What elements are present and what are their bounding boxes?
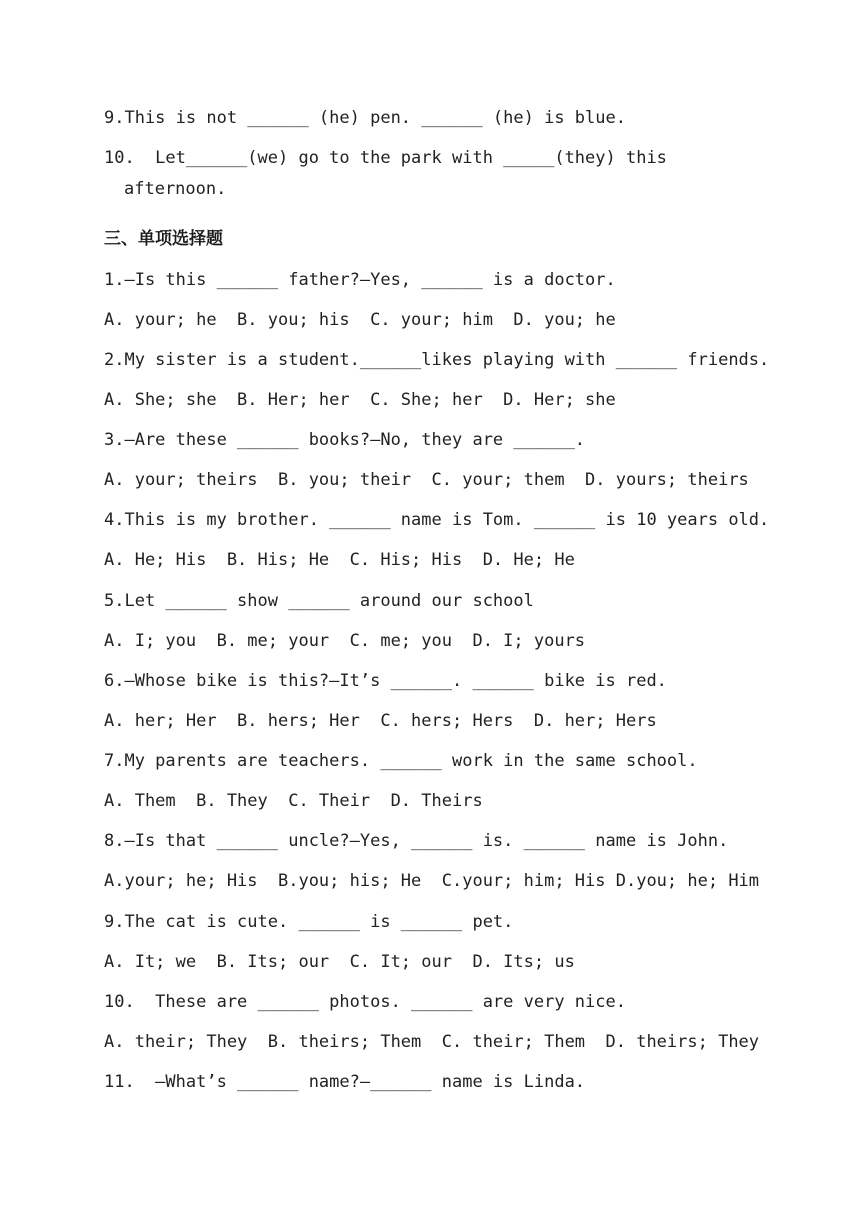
mc-question-11: 11. —What’s ______ name?—______ name is Linda. [104,1072,586,1092]
mc-options-8: A.your; he; His B.you; his; He C.your; him; His D.you; he; Him [104,871,760,891]
mc-question-3: 3.—Are these ______ books?—No, they are ______. [104,430,586,450]
question-10-fill-in-line2: afternoon. [124,179,227,199]
question-10-fill-in-line1: 10. Let______(we) go to the park with _____(they) this [104,148,667,168]
mc-question-1: 1.—Is this ______ father?—Yes, ______ is a doctor. [104,270,616,290]
mc-question-4: 4.This is my brother. ______ name is Tom. ______ is 10 years old. [104,510,770,530]
mc-options-1: A. your; he B. you; his C. your; him D. you; he [104,310,616,330]
mc-options-7: A. Them B. They C. Their D. Theirs [104,791,483,811]
mc-question-9: 9.The cat is cute. ______ is ______ pet. [104,912,514,932]
mc-question-5: 5.Let ______ show ______ around our school [104,591,534,611]
mc-question-7: 7.My parents are teachers. ______ work in the same school. [104,751,698,771]
mc-options-6: A. her; Her B. hers; Her C. hers; Hers D. her; Hers [104,711,657,731]
mc-question-6: 6.—Whose bike is this?—It’s ______. ______ bike is red. [104,671,667,691]
mc-question-2: 2.My sister is a student.______likes playing with ______ friends. [104,350,770,370]
mc-options-10: A. their; They B. theirs; Them C. their; Them D. theirs; They [104,1032,760,1052]
mc-options-5: A. I; you B. me; your C. me; you D. I; yours [104,631,586,651]
mc-options-3: A. your; theirs B. you; their C. your; them D. yours; theirs [104,470,749,490]
mc-options-2: A. She; she B. Her; her C. She; her D. Her; she [104,390,616,410]
mc-question-8: 8.—Is that ______ uncle?—Yes, ______ is. ______ name is John. [104,831,729,851]
mc-question-10: 10. These are ______ photos. ______ are very nice. [104,992,626,1012]
mc-options-4: A. He; His B. His; He C. His; His D. He; He [104,550,575,570]
question-9-fill-in: 9.This is not ______ (he) pen. ______ (he) is blue. [104,108,626,128]
mc-options-9: A. It; we B. Its; our C. It; our D. Its; us [104,952,575,972]
section-heading-multiple-choice: 三、单项选择题 [104,229,223,249]
